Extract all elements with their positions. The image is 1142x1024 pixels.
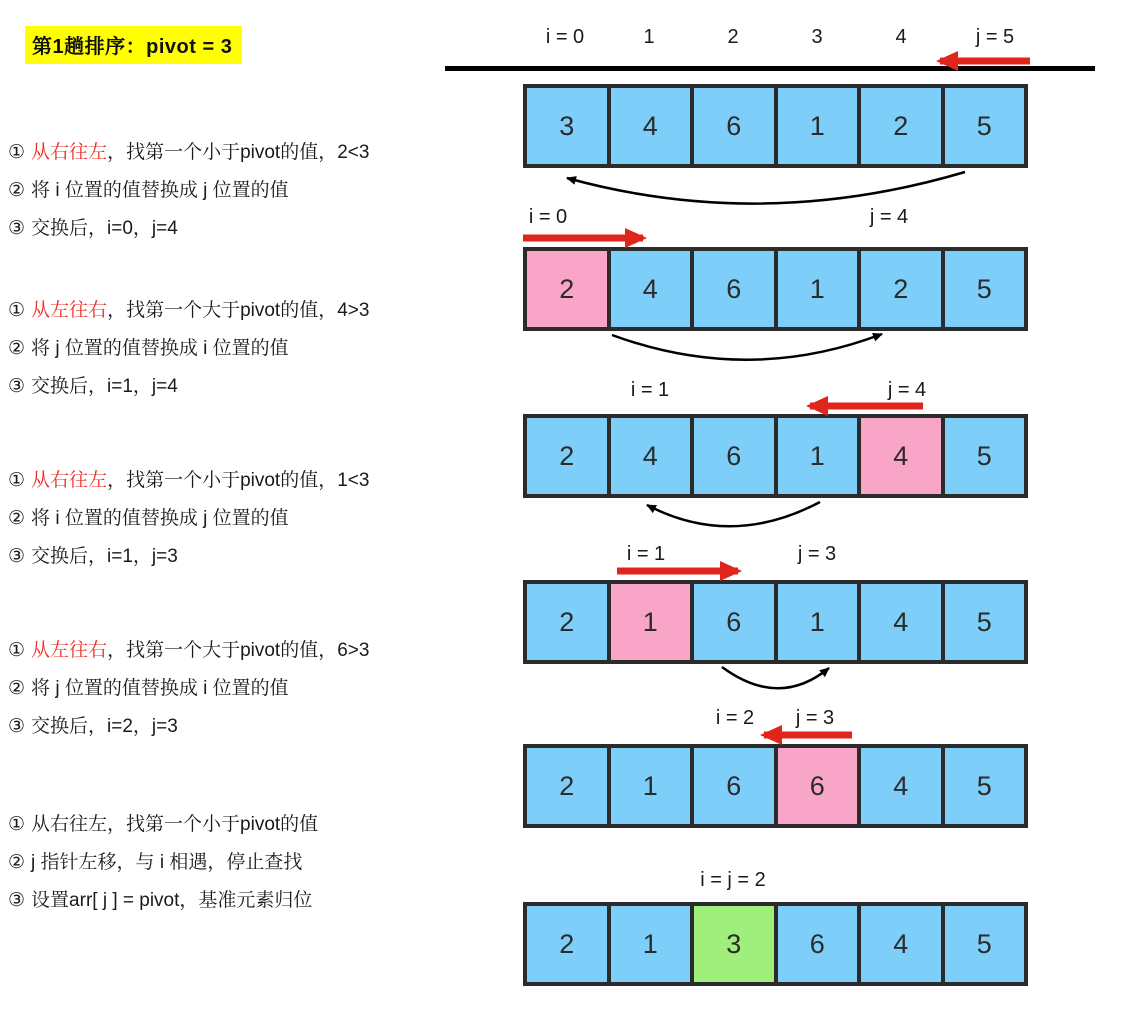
note-text: ，找第一个大于pivot的值，4>3 [107, 300, 370, 321]
array-cell: 2 [523, 580, 611, 664]
array-cell: 4 [857, 902, 945, 986]
array-row-5 [523, 744, 1028, 828]
note-line [8, 806, 318, 844]
step-note-1 [8, 134, 369, 248]
note-text: 交换后，i=2，j=3 [31, 716, 178, 737]
pointer-label-j-row3: j = 4 [887, 379, 927, 401]
note-line [8, 844, 318, 882]
note-text: ，找第一个大于pivot的值，6>3 [107, 640, 370, 661]
swap-arc-4 [722, 667, 829, 688]
step-note-3 [8, 462, 369, 576]
note-text: 将 i 位置的值替换成 j 位置的值 [31, 180, 289, 201]
note-text: 交换后，i=1，j=3 [31, 546, 178, 567]
note-line [8, 500, 369, 538]
scan-direction-text: 从左往右 [31, 640, 108, 661]
note-text: 从右往左，找第一个小于pivot的值 [31, 814, 319, 835]
array-row-3 [523, 414, 1028, 498]
note-line [8, 330, 369, 368]
page-title: 第1趟排序：pivot = 3 [25, 26, 242, 64]
array-cell: 4 [607, 414, 695, 498]
scan-direction-text: 从左往右 [31, 300, 108, 321]
array-cell: 2 [523, 902, 611, 986]
array-cell: 5 [941, 84, 1029, 168]
array-cell: 2 [857, 247, 945, 331]
array-row-6 [523, 902, 1028, 986]
note-text: 将 i 位置的值替换成 j 位置的值 [31, 508, 289, 529]
array-cell: 6 [690, 414, 778, 498]
note-line [8, 210, 369, 248]
array-cell: 5 [941, 580, 1029, 664]
array-cell-highlight: 2 [523, 247, 611, 331]
note-line [8, 538, 369, 576]
array-cell-pivot: 3 [690, 902, 778, 986]
circled-number: ② [8, 678, 26, 699]
note-text: j 指针左移，与 i 相遇，停止查找 [31, 852, 303, 873]
array-cell: 2 [523, 414, 611, 498]
swap-arc-1 [567, 172, 965, 204]
circled-number: ① [8, 142, 26, 163]
array-cell-highlight: 1 [607, 580, 695, 664]
array-cell: 6 [690, 84, 778, 168]
circled-number: ② [8, 180, 26, 201]
note-text: 将 j 位置的值替换成 i 位置的值 [31, 678, 289, 699]
circled-number: ③ [8, 376, 26, 397]
step-note-2 [8, 292, 369, 406]
note-line [8, 882, 318, 920]
swap-arc-3 [647, 502, 820, 526]
note-text: ，找第一个小于pivot的值，2<3 [107, 142, 370, 163]
pointer-label-i-row3: i = 1 [630, 379, 670, 401]
ruler-label-1: 1 [643, 26, 655, 48]
array-cell: 4 [607, 247, 695, 331]
circled-number: ② [8, 338, 26, 359]
step-note-5 [8, 806, 318, 920]
note-text: 将 j 位置的值替换成 i 位置的值 [31, 338, 289, 359]
note-line [8, 708, 369, 746]
array-cell: 1 [774, 247, 862, 331]
note-text: ，找第一个小于pivot的值，1<3 [107, 470, 370, 491]
circled-number: ① [8, 814, 26, 835]
array-cell: 3 [523, 84, 611, 168]
ruler-label-4: 4 [895, 26, 907, 48]
note-line [8, 172, 369, 210]
circled-number: ① [8, 470, 26, 491]
note-line [8, 670, 369, 708]
pointer-label-i-row5: i = 2 [715, 707, 755, 729]
circled-number: ③ [8, 546, 26, 567]
pointer-label-j-row2: j = 4 [869, 206, 909, 228]
array-cell-highlight: 4 [857, 414, 945, 498]
pointer-label-j-row4: j = 3 [797, 543, 837, 565]
array-cell: 6 [774, 902, 862, 986]
array-cell: 5 [941, 902, 1029, 986]
note-text: 交换后，i=0，j=4 [31, 218, 178, 239]
note-line [8, 368, 369, 406]
array-cell: 5 [941, 744, 1029, 828]
array-row-2 [523, 247, 1028, 331]
array-cell: 6 [690, 580, 778, 664]
circled-number: ② [8, 852, 26, 873]
array-cell: 1 [774, 580, 862, 664]
note-line [8, 134, 369, 172]
array-cell: 5 [941, 414, 1029, 498]
array-cell: 1 [607, 902, 695, 986]
ruler-label-3: 3 [811, 26, 823, 48]
pointer-label-i-row2: i = 0 [528, 206, 568, 228]
ruler-label-2: 2 [727, 26, 739, 48]
ruler-label-j5: j = 5 [975, 26, 1015, 48]
pointer-label-i-row4: i = 1 [626, 543, 666, 565]
pointer-label-ij-row6: i = j = 2 [700, 869, 766, 891]
array-cell: 1 [774, 414, 862, 498]
array-cell: 4 [857, 744, 945, 828]
array-cell: 2 [857, 84, 945, 168]
ruler-label-i0: i = 0 [545, 26, 585, 48]
note-line [8, 462, 369, 500]
array-row-1 [523, 84, 1028, 168]
circled-number: ① [8, 640, 26, 661]
pointer-label-j-row5: j = 3 [795, 707, 835, 729]
array-row-4 [523, 580, 1028, 664]
circled-number: ③ [8, 716, 26, 737]
array-cell: 2 [523, 744, 611, 828]
note-line [8, 292, 369, 330]
array-cell: 4 [607, 84, 695, 168]
array-cell: 1 [774, 84, 862, 168]
circled-number: ① [8, 300, 26, 321]
array-cell: 1 [607, 744, 695, 828]
circled-number: ② [8, 508, 26, 529]
array-cell: 4 [857, 580, 945, 664]
swap-arc-2 [612, 334, 882, 360]
step-note-4 [8, 632, 369, 746]
array-cell: 5 [941, 247, 1029, 331]
circled-number: ③ [8, 890, 26, 911]
array-cell: 6 [690, 247, 778, 331]
array-cell: 6 [690, 744, 778, 828]
note-text: 交换后，i=1，j=4 [31, 376, 178, 397]
note-line [8, 632, 369, 670]
array-cell-highlight: 6 [774, 744, 862, 828]
circled-number: ③ [8, 218, 26, 239]
scan-direction-text: 从右往左 [31, 470, 108, 491]
note-text: 设置arr[ j ] = pivot，基准元素归位 [31, 890, 313, 911]
scan-direction-text: 从右往左 [31, 142, 108, 163]
ruler-baseline [445, 66, 1095, 71]
